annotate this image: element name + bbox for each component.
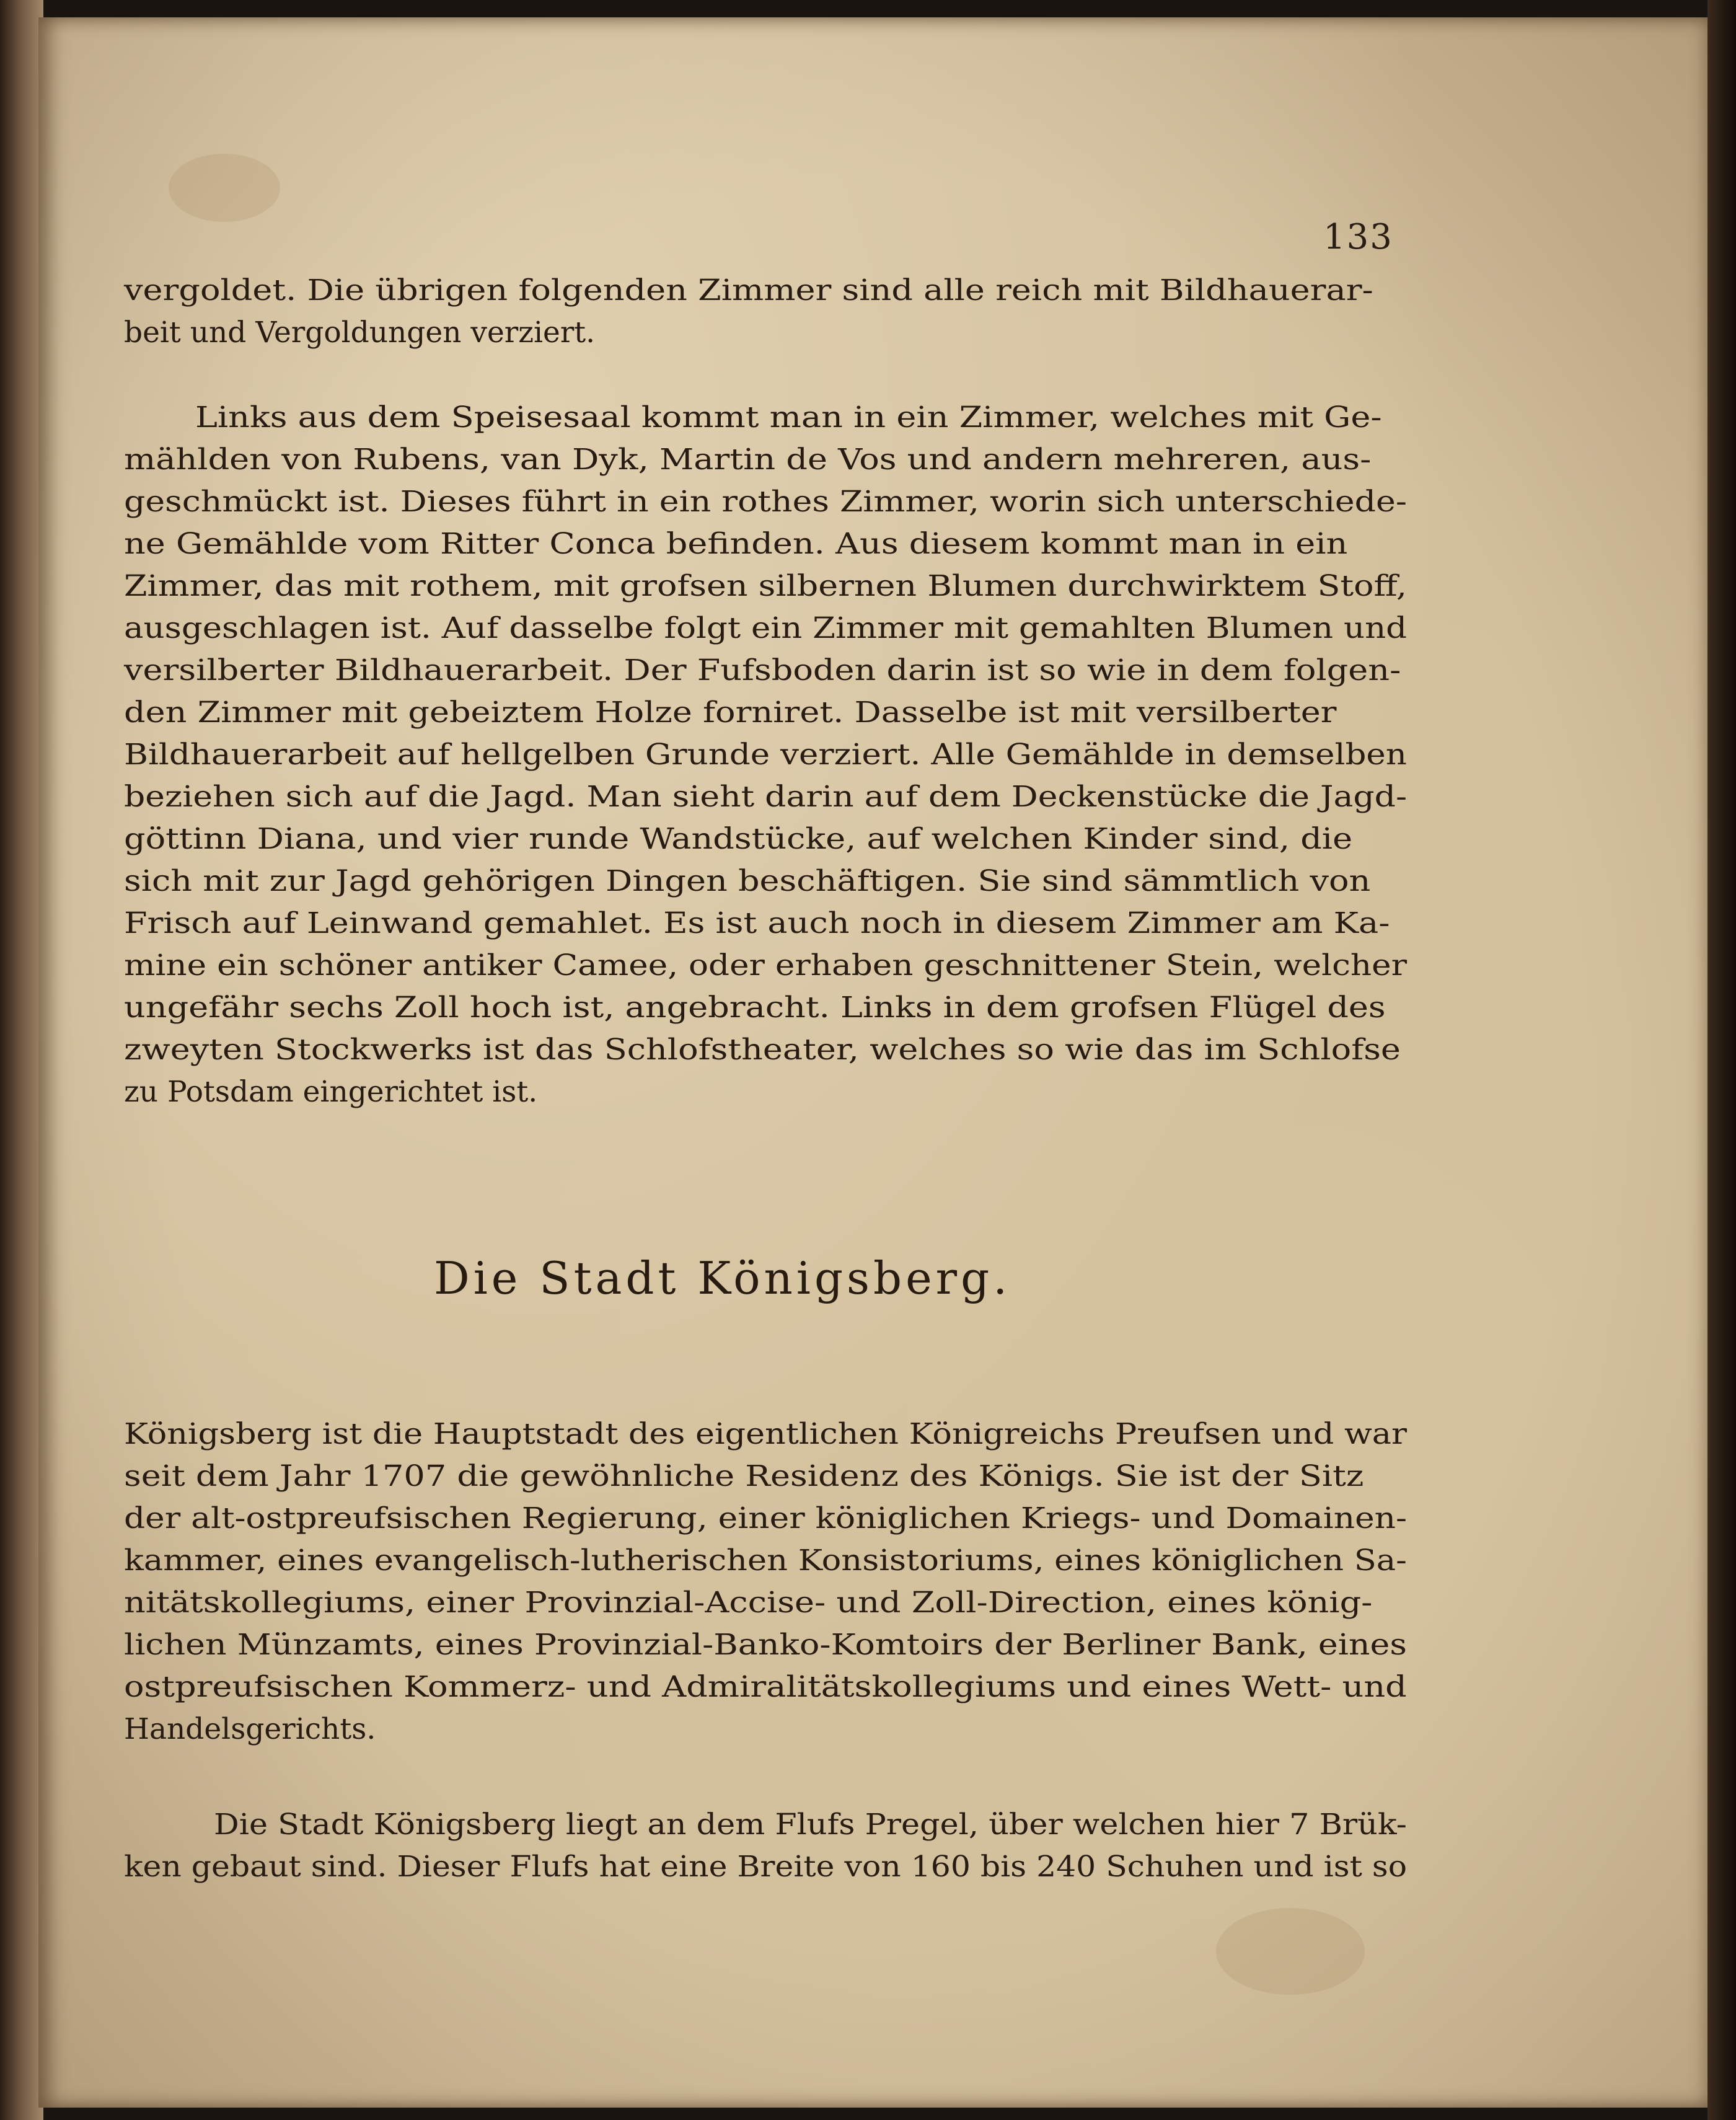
text-line: Die Stadt Königsberg liegt an dem Flufs Pregel, über welchen hier 7 Brük- bbox=[214, 1808, 1407, 1842]
text-line: Königsberg ist die Hauptstadt des eigentlichen Königreichs Preufsen und war bbox=[124, 1417, 1407, 1451]
text-line: ostpreufsischen Kommerz- und Admiralitätskollegiums und eines Wett- und bbox=[124, 1670, 1407, 1704]
text-line: lichen Münzamts, eines Provinzial-Banko-Komtoirs der Berliner Bank, eines bbox=[124, 1628, 1407, 1662]
text-line: den Zimmer mit gebeiztem Holze forniret. Dasselbe ist mit versilberter bbox=[124, 696, 1337, 730]
text-line: ken gebaut sind. Dieser Flufs hat eine Breite von 160 bis 240 Schuhen und ist so bbox=[124, 1850, 1408, 1884]
paper-stain bbox=[1216, 1908, 1365, 1995]
right-page-edge bbox=[1707, 0, 1736, 2120]
text-line: ausgeschlagen ist. Auf dasselbe folgt ein Zimmer mit gemahlten Blumen und bbox=[124, 611, 1408, 645]
text-line: göttinn Diana, und vier runde Wandstücke, auf welchen Kinder sind, die bbox=[124, 822, 1353, 856]
text-line: sich mit zur Jagd gehörigen Dingen beschäftigen. Sie sind sämmtlich von bbox=[124, 864, 1371, 898]
text-line: Bildhauerarbeit auf hellgelben Grunde verziert. Alle Gemählde in demselben bbox=[124, 738, 1407, 772]
text-line: geschmückt ist. Dieses führt in ein rothes Zimmer, worin sich unterschiede- bbox=[124, 485, 1407, 519]
text-line: mählden von Rubens, van Dyk, Martin de Vos und andern mehreren, aus- bbox=[124, 443, 1372, 477]
text-line: beit und Vergoldungen verziert. bbox=[124, 316, 596, 350]
page-number: 133 bbox=[1323, 217, 1393, 257]
text-line: der alt-ostpreufsischen Regierung, einer königlichen Kriegs- und Domainen- bbox=[124, 1501, 1408, 1535]
text-line: Zimmer, das mit rothem, mit grofsen silbernen Blumen durchwirktem Stoff, bbox=[124, 569, 1407, 603]
text-line: ungefähr sechs Zoll hoch ist, angebracht. Links in dem grofsen Flügel des bbox=[124, 991, 1386, 1025]
text-line: mine ein schöner antiker Camee, oder erhaben geschnittener Stein, welcher bbox=[124, 948, 1408, 983]
text-line: nitätskollegiums, einer Provinzial-Accise- und Zoll-Direction, eines könig- bbox=[124, 1586, 1373, 1620]
text-line: kammer, eines evangelisch-lutherischen Konsistoriums, eines königlichen Sa- bbox=[124, 1544, 1407, 1578]
text-line: zu Potsdam eingerichtet ist. bbox=[124, 1075, 538, 1109]
text-line: zweyten Stockwerks ist das Schlofstheater, welches so wie das im Schlofse bbox=[124, 1033, 1401, 1067]
text-line: Links aus dem Speisesaal kommt man in ein Zimmer, welches mit Ge- bbox=[195, 400, 1382, 435]
text-line: Handelsgerichts. bbox=[124, 1712, 376, 1746]
text-line: beziehen sich auf die Jagd. Man sieht darin auf dem Deckenstücke die Jagd- bbox=[124, 780, 1408, 814]
text-line: ne Gemählde vom Ritter Conca befinden. Aus diesem kommt man in ein bbox=[124, 527, 1348, 561]
left-page-edge bbox=[0, 0, 43, 2120]
text-line: Frisch auf Leinwand gemahlet. Es ist auch noch in diesem Zimmer am Ka- bbox=[124, 906, 1390, 940]
text-line: versilberter Bildhauerarbeit. Der Fufsboden darin ist so wie in dem folgen- bbox=[124, 653, 1401, 687]
paper-stain bbox=[169, 154, 280, 222]
section-heading: Die Stadt Königsberg. bbox=[434, 1252, 1011, 1304]
text-line: seit dem Jahr 1707 die gewöhnliche Residenz des Königs. Sie ist der Sitz bbox=[124, 1459, 1364, 1493]
text-line: vergoldet. Die übrigen folgenden Zimmer sind alle reich mit Bildhauerar- bbox=[124, 273, 1373, 307]
